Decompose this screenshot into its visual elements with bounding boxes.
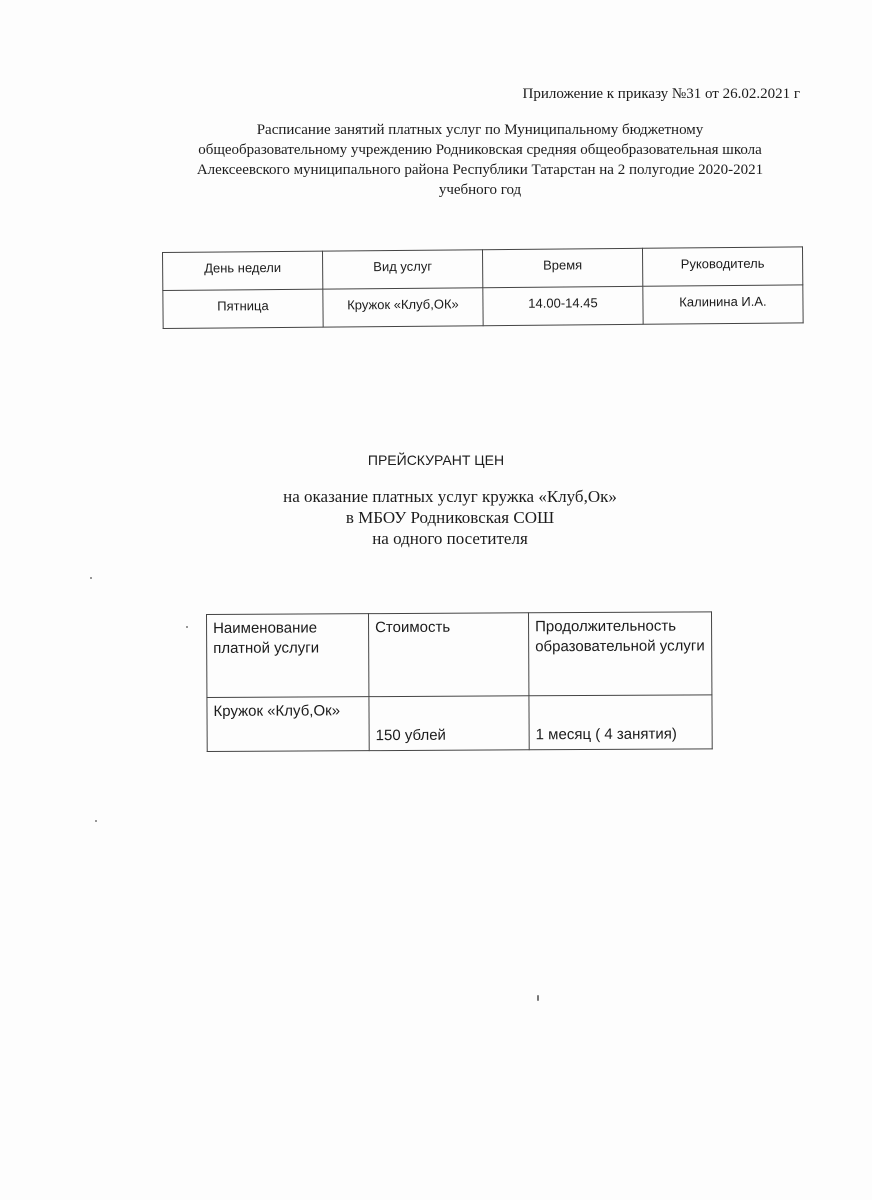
price-header-row: [207, 612, 712, 698]
schedule-title-line: учебного год: [438, 182, 522, 198]
price-header-cell: Наименование платной услуги: [207, 614, 369, 698]
schedule-table: [162, 246, 804, 329]
price-header-cell: Стоимость: [369, 613, 529, 697]
scan-speck: [186, 626, 188, 628]
price-list-subtitle: [240, 486, 660, 549]
scan-speck: [95, 820, 97, 822]
scan-speck: [90, 577, 92, 579]
schedule-title-line: общеобразовательному учреждению Родниковская средняя общеобразовательная школа: [198, 142, 762, 158]
schedule-header-cell: Руководитель: [642, 247, 802, 286]
schedule-header-cell: День недели: [163, 251, 323, 290]
schedule-title: [150, 120, 810, 200]
schedule-header-cell: Вид услуг: [322, 250, 482, 289]
schedule-title-line: Расписание занятий платных услуг по Муниципальному бюджетному: [256, 122, 704, 138]
schedule-header-row: [163, 247, 803, 291]
price-cell-duration: 1 месяц ( 4 занятия): [529, 695, 712, 750]
price-row: [207, 695, 712, 752]
price-cell-cost: 150 ублей: [369, 696, 529, 751]
schedule-row: [163, 285, 803, 329]
scan-speck: [537, 995, 539, 1001]
schedule-header-cell: Время: [482, 248, 642, 287]
price-list-heading: ПРЕЙСКУРАНТ ЦЕН: [367, 452, 505, 468]
schedule-cell-time: 14.00-14.45: [483, 286, 643, 325]
schedule-title-line: Алексеевского муниципального района Республики Татарстан на 2 полугодие 2020-2021: [196, 162, 764, 178]
price-subtitle-line: в МБОУ Родниковская СОШ: [345, 508, 555, 527]
appendix-note: Приложение к приказу №31 от 26.02.2021 г: [522, 86, 800, 102]
schedule-cell-leader: Калинина И.А.: [643, 285, 803, 324]
schedule-cell-service: Кружок «Клуб,ОК»: [323, 288, 483, 327]
price-header-cell: Продолжительность образовательной услуги: [528, 612, 711, 696]
price-subtitle-line: на одного посетителя: [372, 529, 528, 548]
price-table: [206, 611, 713, 752]
price-subtitle-line: на оказание платных услуг кружка «Клуб,Ок»: [283, 487, 617, 506]
schedule-cell-day: Пятница: [163, 289, 323, 328]
price-cell-service: Кружок «Клуб,Ок»: [207, 697, 369, 752]
